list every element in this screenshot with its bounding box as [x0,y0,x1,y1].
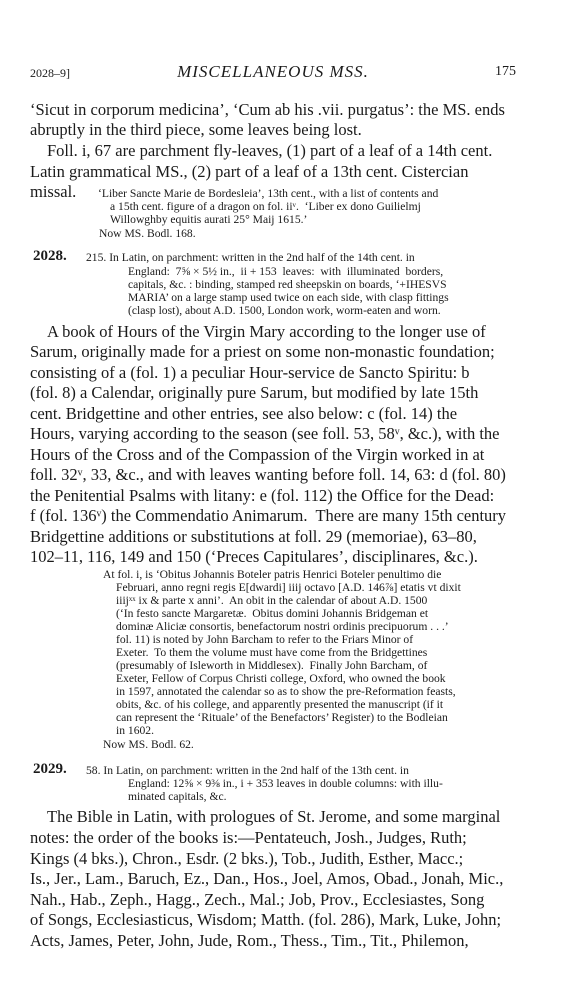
note-line: England: 7⅝ × 5½ in., ii + 153 leaves: with illuminated borders, [128,265,444,278]
text-line: A book of Hours of the Virgin Mary according to the longer use of [47,322,486,341]
note-line: dominæ Aliciæ consortis, benefactorum nostri ordinis precipuorum . . .’ [116,620,449,633]
note-line: ‘Liber Sancte Marie de Bordesleia’, 13th cent., with a list of contents and [98,187,439,200]
note-line: fol. 11) is noted by John Barcham to refer to the Friars Minor of [116,633,414,646]
text-line: (fol. 8) a Calendar, originally pure Sarum, but modified by late 15th [30,383,479,402]
note-line: obits, &c. of his college, and apparently presented the manuscript (if it [116,698,444,711]
text-line: notes: the order of the books is:—Pentateuch, Josh., Judges, Ruth; [30,828,467,847]
text-line: Nah., Hab., Zeph., Hagg., Zech., Mal.; Job, Prov., Ecclesiastes, Song [30,890,485,909]
text-line: missal. [30,182,77,201]
note-line: a 15th cent. figure of a dragon on fol. iiᵛ. ‘Liber ex dono Guilielmj [110,200,421,213]
text-line: Latin grammatical MS., (2) part of a leaf of a 13th cent. Cistercian [30,162,469,181]
note-line: Now MS. Bodl. 168. [99,227,196,240]
note-line: Exeter. To them the volume must have come from the Bridgettines [116,646,428,659]
note-line: At fol. i, is ‘Obitus Johannis Boteler patris Henrici Boteler penultimo die [103,568,442,581]
note-line: Now MS. Bodl. 62. [103,738,194,751]
text-line: of Songs, Ecclesiasticus, Wisdom; Matth. (fol. 286), Mark, Luke, John; [30,910,502,929]
text-line: Hours, varying according to the season (see foll. 53, 58ᵛ, &c.), with the [30,424,500,443]
text-line: the Penitential Psalms with litany: e (fol. 112) the Office for the Dead: [30,486,495,505]
entry-number: 2028. [33,248,67,264]
note-line: (presumably of Isleworth in Middlesex). Finally John Barcham, of [116,659,428,672]
note-line: in 1597, annotated the calendar so as to show the pre-Reformation feasts, [116,685,456,698]
note-line: (clasp lost), about A.D. 1500, London work, worm-eaten and worn. [128,304,441,317]
note-line: 215. In Latin, on parchment: written in the 2nd half of the 14th cent. in [86,251,415,264]
text-line: f (fol. 136ᵛ) the Commendatio Animarum. There are many 15th century [30,506,507,525]
note-line: (‘In festo sancte Margaretæ. Obitus domini Johannis Bridgeman et [116,607,429,620]
note-line: Februari, anno regni regis E[dwardi] iiij octavo [A.D. 146⅞] etatis vt dixit [116,581,461,594]
text-line: ‘Sicut in corporum medicina’, ‘Cum ab his .vii. purgatus’: the MS. ends [30,100,505,119]
text-line: cent. Bridgettine and other entries, see also below: c (fol. 14) the [30,404,458,423]
text-line: Hours of the Cross and of the Compassion of the Virgin worked in at [30,445,485,464]
note-line: 58. In Latin, on parchment: written in the 2nd half of the 13th cent. in [86,764,409,777]
text-line: Kings (4 bks.), Chron., Esdr. (2 bks.), Tob., Judith, Esther, Macc.; [30,849,464,868]
text-line: The Bible in Latin, with prologues of St. Jerome, and some marginal [47,807,501,826]
text-line: foll. 32ᵛ, 33, &c., and with leaves wanting before foll. 14, 63: d (fol. 80) [30,465,506,484]
text-line: Acts, James, Peter, John, Jude, Rom., Thess., Tim., Tit., Philemon, [30,931,469,950]
note-line: minated capitals, &c. [128,790,227,803]
note-line: can represent the ‘Rituale’ of the Benefactors’ Register) to the Bodleian [116,711,448,724]
entry-range: 2028–9] [30,66,70,80]
note-line: Exeter, Fellow of Corpus Christi college, Oxford, who owned the book [116,672,446,685]
note-line: Willowghby equitis aurati 25° Maij 1615.’ [110,213,308,226]
text-line: Foll. i, 67 are parchment fly-leaves, (1) part of a leaf of a 14th cent. [47,141,493,160]
text-line: Is., Jer., Lam., Baruch, Ez., Dan., Hos., Joel, Amos, Obad., Jonah, Mic., [30,869,504,888]
text-line: abruptly in the third piece, some leaves being lost. [30,120,362,139]
text-line: consisting of a (fol. 1) a peculiar Hour-service de Sancto Spiritu: b [30,363,470,382]
text-line: 102–11, 116, 149 and 150 (‘Preces Capitulares’, disciplinares, &c.). [30,547,478,566]
running-header [30,62,516,82]
note-line: England: 12⅝ × 9⅜ in., i + 353 leaves in double columns: with illu- [128,777,443,790]
entry-number: 2029. [33,761,67,777]
note-line: MARIA’ on a large stamp used twice on each side, with clasp fittings [128,291,449,304]
running-title: MISCELLANEOUS MSS. [177,62,369,81]
note-line: in 1602. [116,724,155,737]
text-line: Bridgettine additions or substitutions at foll. 29 (memoriae), 63–80, [30,527,477,546]
note-line: capitals, &c. : binding, stamped red sheepskin on boards, ‘+IHESVS [128,278,447,291]
page-number: 175 [495,64,516,79]
note-line: iiijˣˣ ix & parte x anni’. An obit in the calendar of about A.D. 1500 [116,594,428,607]
text-line: Sarum, originally made for a priest on some non-monastic foundation; [30,342,495,361]
